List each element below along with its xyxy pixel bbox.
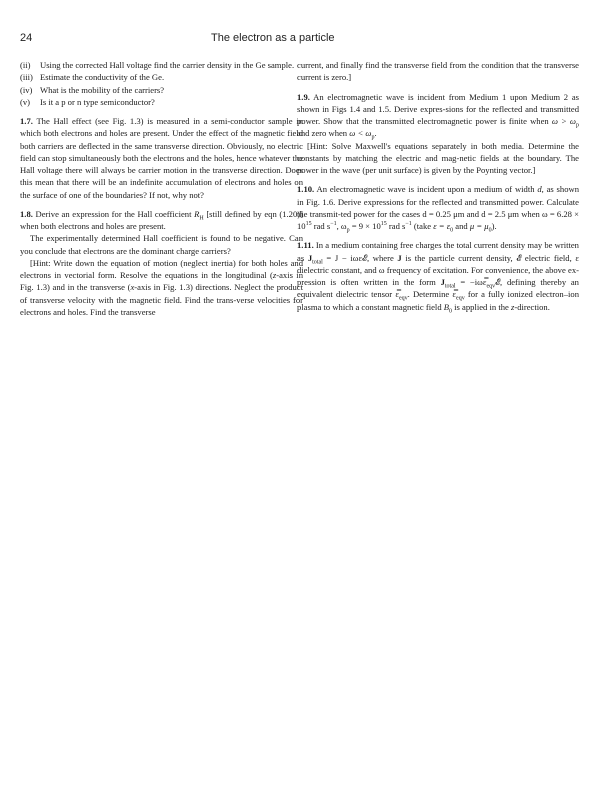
left-column	[20, 59, 303, 318]
problem-1-9: 1.9. An electromagnetic wave is incident from Medium 1 upon Medium 2 as shown in Figs 1.4 and 1.5. Derive expres-sions for the reflected and transmitted power. Show that the transmitted electromagnetic power is finite when $\omega > \omega_p$ and zero when $\omega < \omega_p$.	[297, 91, 580, 141]
problem-1-11: 1.11. In a medium containing free charges the total current density may be written as $J_{total} = J$ − iωε𝓔, where J is the particle current density, 𝓔 electric field, ε dielectric constant, and ω frequency of excitation. For convenience, the above ex-pression is often written in the form $J_{total}$ = $-i\omega\varepsilon̿_{eqv}𝓔$, defining thereby an equivalent dielectric tensor $\varepsilon̿_{eqv}$. Determine $\varepsilon̿_{eqv}$ for a fully ionized electron–ion plasma to which a constant magnetic field $B_0$ is applied in the z-direction.	[297, 240, 579, 315]
page-number: 24	[20, 32, 33, 44]
problem-1-9-hint: [Hint: Solve Maxwell's equations separately in both media. Determine the constants by matching the electric and mag-netic fields at the boundary. The power in the wave (per unit surface) is given by the Poynting vector.]	[297, 140, 579, 175]
page-header	[20, 32, 595, 48]
problem-1-8-followup: The experimentally determined Hall coefficient is found to be negative. Can you conclude that electrons are the dominant charge carriers?	[20, 233, 303, 256]
problem-1-8: 1.8. Derive an expression for the Hall coefficient $R_H$ [still defined by eqn (1.20)] when both electrons and holes are present.	[20, 208, 303, 231]
hint-continuation: current, and finally find the transverse field from the condition that the transverse current is zero.]	[297, 60, 579, 83]
problem-1-7: 1.7. The Hall effect (see Fig. 1.3) is measured in a semi-conductor sample in which both electrons and holes are present. Under the effect of the magnetic field both carriers are deflected in the same transverse direction. Obviously, no electric field can stop simultaneously both the electrons and the holes, hence whatever the Hall voltage there will always be carrier motion in the transverse direction. Does this mean that there will be an indefinite accumulation of electrons and holes on the surface of one of the boundaries? If not, why not?	[20, 116, 303, 200]
running-title: The electron as a particle	[211, 32, 335, 44]
list-item: (v) Is it a p or n type semiconductor?	[20, 96, 155, 107]
problem-1-10: 1.10. An electromagnetic wave is incident upon a medium of width d, as shown in Fig. 1.6. Derive expressions for the reflected and transmitted power. Calculate the transmit-ted power for the cases d = 0.25 μm and d = 2.5 μm when $\omega = 6.28 \times 10^{15}$ rad $s^{-1}$, $\omega_p = 9 \times 10^{15}$ rad $s^{-1}$ (take $\varepsilon = \varepsilon_0$ and $\mu = \mu_0$).	[297, 184, 579, 234]
right-column	[297, 59, 579, 313]
problem-1-8-hint: [Hint: Write down the equation of motion (neglect inertia) for both holes and electrons in vectorial form. Resolve the equations in the longitudinal (z-axis in Fig. 1.3) and in the transverse (x-axis in Fig. 1.3) directions. Neglect the product of transverse velocity with the magnetic field. Find the trans-verse velocities for electrons and holes. Find the transverse	[20, 257, 303, 317]
list-item: (iv) What is the mobility of the carriers?	[20, 84, 165, 95]
list-item: (iii) Estimate the conductivity of the Ge.	[20, 72, 165, 83]
list-item: (ii) Using the corrected Hall voltage find the carrier density in the Ge sample.	[20, 60, 295, 70]
